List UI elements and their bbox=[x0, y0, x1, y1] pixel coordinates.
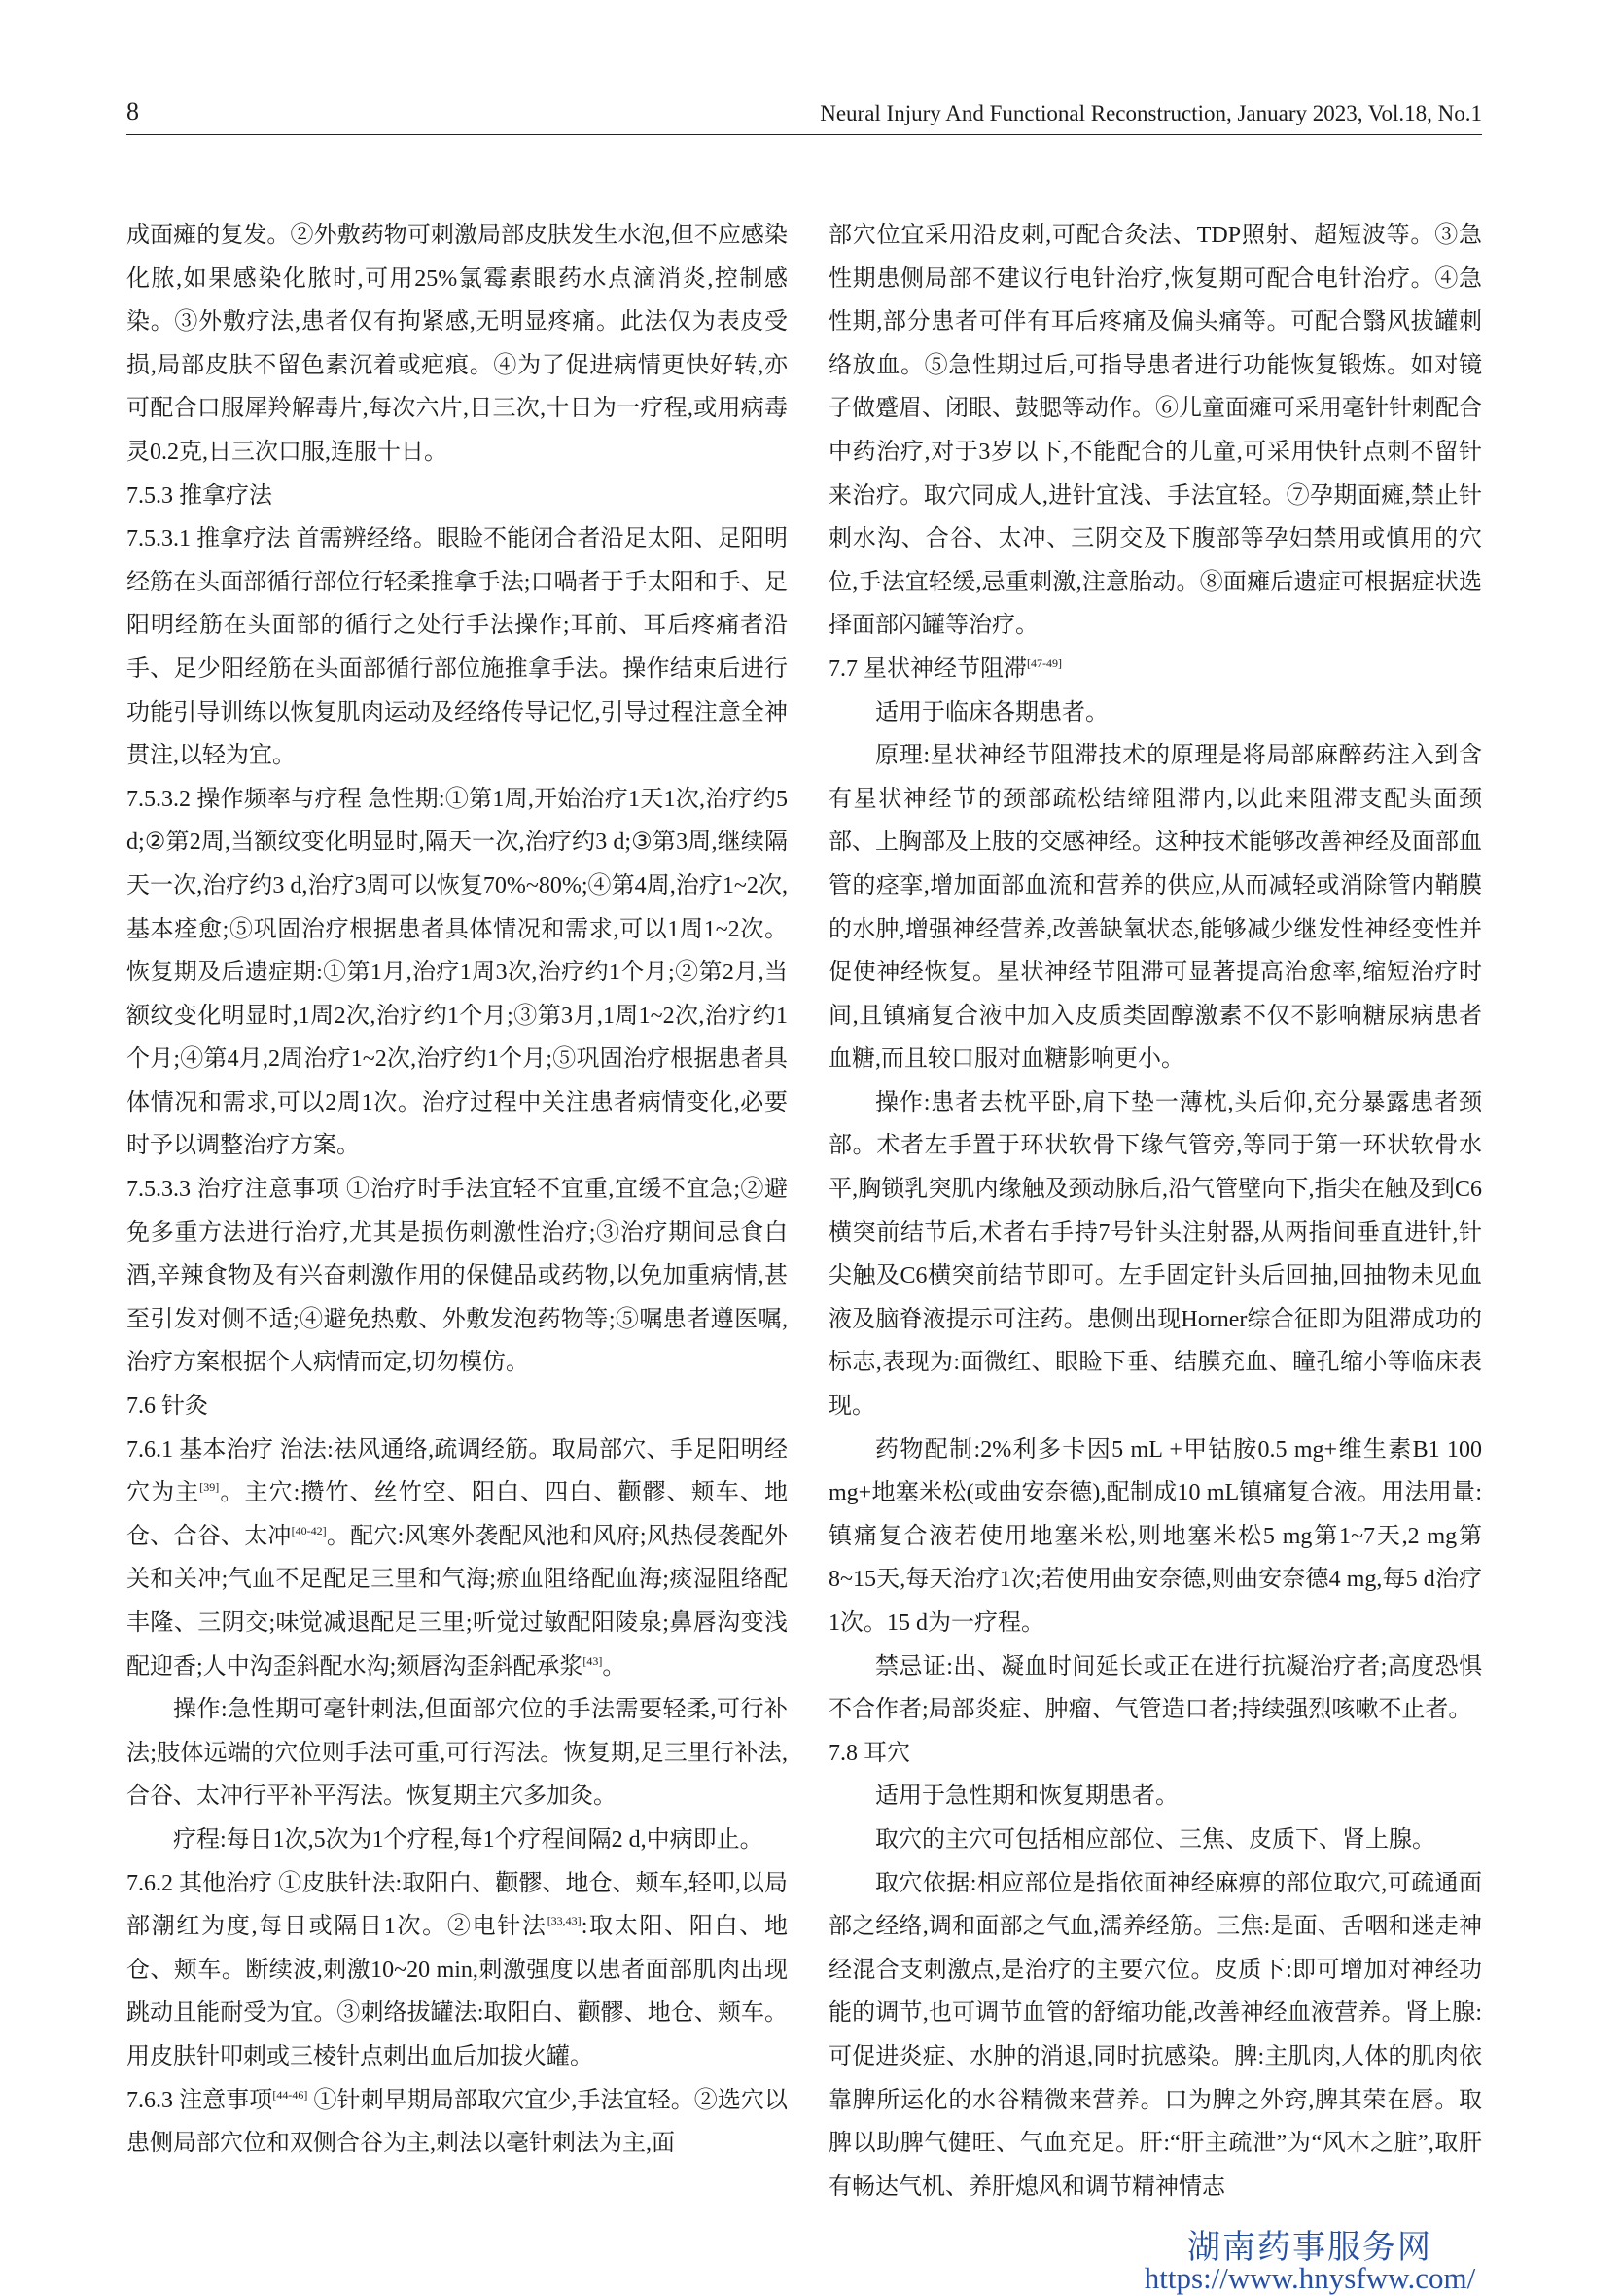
watermark-site-name: 湖南药事服务网 bbox=[1187, 2230, 1432, 2266]
text-run: 7.6.1 基本治疗 治法:祛风通络,疏调经筋。取局部穴、手足阳明经穴为主 bbox=[126, 1436, 788, 1506]
text-run: 禁忌证:出、凝血时间延长或正在进行抗凝治疗者;高度恐惧不合作者;局部炎症、肿瘤、气管造口者;持续强烈咳嗽不止者。 bbox=[829, 1653, 1482, 1723]
paragraph bbox=[829, 1862, 1482, 2209]
text-run: 适用于急性期和恢复期患者。 bbox=[875, 1784, 1179, 1810]
paragraph bbox=[829, 1429, 1482, 1645]
text-run: ①针刺早期局部取穴宜少,手法宜轻。②选穴以患侧局部穴位和双侧合谷为主,刺法以毫针刺法为主,面 bbox=[126, 2087, 789, 2157]
citation: [40-42] bbox=[291, 1523, 327, 1537]
text-run: 7.5.3 推拿疗法 bbox=[126, 482, 272, 509]
text-run: :取太阳、阳白、地仓、颊车。断续波,刺激10~20 min,刺激强度以患者面部肌肉出现跳动且能耐受为宜。③刺络拔罐法:取阳白、颧髎、地仓、颊车。用皮肤针叩刺或三棱针点刺出血后加拔火罐。 bbox=[126, 1914, 788, 2069]
paragraph bbox=[126, 1688, 788, 1819]
text-run: 7.6.3 注意事项 bbox=[126, 2087, 273, 2113]
text-run: 操作:患者去枕平卧,肩下垫一薄枕,头后仰,充分暴露患者颈部。术者左手置于环状软骨下缘气管旁,等同于第一环状软骨水平,胸锁乳突肌内缘触及颈动脉后,沿气管壁向下,指尖在触及到C6横突前结节后,术者右手持7号针头注射器,从两指间垂直进针,针尖触及C6横突前结节即可。左手固定针头后回抽,回抽物未见血液及脑脊液提示可注药。患侧出现Horner综合征即为阻滞成功的标志,表现为:面微红、眼睑下垂、结膜充血、瞳孔缩小等临床表现。 bbox=[829, 1089, 1482, 1420]
section-heading bbox=[126, 475, 788, 518]
paragraph bbox=[829, 1819, 1482, 1862]
text-run: 原理:星状神经节阻滞技术的原理是将局部麻醉药注入到含有星状神经节的颈部疏松结缔阻滞内,以此来阻滞支配头面颈部、上胸部及上肢的交感神经。这种技术能够改善神经及面部血管的痉挛,增加面部血流和营养的供应,从而减轻或消除管内鞘膜的水肿,增强神经营养,改善缺氧状态,能够减少继发性神经变性并促使神经恢复。星状神经节阻滞可显著提高治愈率,缩短治疗时间,且镇痛复合液中加入皮质类固醇激素不仅不影响糖尿病患者血糖,而且较口服对血糖影响更小。 bbox=[829, 743, 1482, 1073]
header-rule bbox=[126, 134, 1482, 135]
text-run: 取穴的主穴可包括相应部位、三焦、皮质下、肾上腺。 bbox=[875, 1826, 1435, 1853]
section-heading bbox=[829, 1732, 1482, 1776]
text-run: 7.5.3.2 操作频率与疗程 急性期:①第1周,开始治疗1天1次,治疗约5 d;②第2周,当额纹变化明显时,隔天一次,治疗约3 d;③第3周,继续隔天一次,治疗约3 d,治疗3周可以恢复70%~80%;④第4周,治疗1~2次,基本痊愈;⑤巩固治疗根据患者具体情况和需求,可以1周1~2次。恢复期及后遗症期:①第1月,治疗1周3次,治疗约1个月;②第2月,当额纹变化明显时,1周2次,治疗约1个月;③第3月,1周1~2次,治疗约1个月;④第4月,2周治疗1~2次,治疗约1个月;⑤巩固治疗根据患者具体情况和需求,可以2周1次。治疗过程中关注患者病情变化,必要时予以调整治疗方案。 bbox=[126, 786, 788, 1159]
paragraph bbox=[829, 214, 1482, 648]
journal-running-header: Neural Injury And Functional Reconstruction, January 2023, Vol.18, No.1 bbox=[820, 101, 1482, 125]
paragraph bbox=[829, 691, 1482, 735]
text-run: 适用于临床各期患者。 bbox=[875, 699, 1109, 725]
page-number: 8 bbox=[126, 97, 139, 125]
text-run: 。 bbox=[602, 1653, 626, 1679]
paragraph bbox=[126, 1862, 788, 2079]
paragraph bbox=[126, 517, 788, 778]
left-column bbox=[126, 214, 788, 2166]
paragraph bbox=[829, 1645, 1482, 1732]
paragraph bbox=[126, 1819, 788, 1862]
text-run: 操作:急性期可毫针刺法,但面部穴位的手法需要轻柔,可行补法;肢体远端的穴位则手法可重,可行泻法。恢复期,足三里行补法,合谷、太冲行平补平泻法。恢复期主穴多加灸。 bbox=[126, 1697, 788, 1810]
text-run: 。主穴:攒竹、丝竹空、阳白、四白、颧髎、颊车、地仓、合谷、太冲 bbox=[126, 1480, 789, 1549]
text-run: 7.8 耳穴 bbox=[829, 1740, 910, 1766]
paragraph bbox=[126, 2079, 788, 2166]
section-heading bbox=[126, 1385, 788, 1429]
text-run: 7.6 针灸 bbox=[126, 1394, 208, 1420]
section-heading bbox=[829, 648, 1482, 691]
text-run: 疗程:每日1次,5次为1个疗程,每1个疗程间隔2 d,中病即止。 bbox=[173, 1826, 763, 1853]
citation: [47-49] bbox=[1027, 655, 1062, 670]
paragraph bbox=[829, 1081, 1482, 1429]
watermark-url[interactable]: https://www.hnysfww.com/ bbox=[1144, 2261, 1476, 2295]
text-run: 成面瘫的复发。②外敷药物可刺激局部皮肤发生水泡,但不应感染化脓,如果感染化脓时,可用25%氯霉素眼药水点滴消炎,控制感染。③外敷疗法,患者仅有拘紧感,无明显疼痛。此法仅为表皮受损,局部皮肤不留色素沉着或疤痕。④为了促进病情更快好转,亦可配合口服犀羚解毒片,每次六片,日三次,十日为一疗程,或用病毒灵0.2克,日三次口服,连服十日。 bbox=[126, 223, 788, 465]
paragraph bbox=[126, 778, 788, 1168]
citation: [33,43] bbox=[547, 1914, 582, 1928]
citation: [39] bbox=[199, 1480, 220, 1495]
paragraph bbox=[126, 214, 788, 475]
text-run: 。配穴:风寒外袭配风池和风府;风热侵袭配外关和关冲;气血不足配足三里和气海;瘀血阻络配血海;痰湿阻络配丰隆、三阴交;味觉减退配足三里;听觉过敏配阳陵泉;鼻唇沟变浅配迎香;人中沟歪斜配水沟;颏唇沟歪斜配承浆 bbox=[126, 1523, 788, 1679]
paragraph bbox=[126, 1429, 788, 1689]
text-run: 取穴依据:相应部位是指依面神经麻痹的部位取穴,可疏通面部之经络,调和面部之气血,濡养经筋。三焦:是面、舌咽和迷走神经混合支刺激点,是治疗的主要穴位。皮质下:即可增加对神经功能的调节,也可调节血管的舒缩功能,改善神经血液营养。肾上腺:可促进炎症、水肿的消退,同时抗感染。脾:主肌肉,人体的肌肉依靠脾所运化的水谷精微来营养。口为脾之外窍,脾其荣在唇。取脾以助脾气健旺、气血充足。肝:“肝主疏泄”为“风木之脏”,取肝有畅达气机、养肝熄风和调节精神情志 bbox=[829, 1870, 1482, 2200]
paragraph bbox=[829, 1775, 1482, 1819]
text-run: 部穴位宜采用沿皮刺,可配合灸法、TDP照射、超短波等。③急性期患侧局部不建议行电针治疗,恢复期可配合电针治疗。④急性期,部分患者可伴有耳后疼痛及偏头痛等。可配合翳风拔罐刺络放血。⑤急性期过后,可指导患者进行功能恢复锻炼。如对镜子做蹙眉、闭眼、鼓腮等动作。⑥儿童面瘫可采用毫针针刺配合中药治疗,对于3岁以下,不能配合的儿童,可采用快针点刺不留针来治疗。取穴同成人,进针宜浅、手法宜轻。⑦孕期面瘫,禁止针刺水沟、合谷、太冲、三阴交及下腹部等孕妇禁用或慎用的穴位,手法宜轻缓,忌重刺激,注意胎动。⑧面瘫后遗症可根据症状选择面部闪罐等治疗。 bbox=[829, 223, 1482, 639]
text-run: 7.5.3.1 推拿疗法 首需辨经络。眼睑不能闭合者沿足太阳、足阳明经筋在头面部循行部位行轻柔推拿手法;口喎者于手太阳和手、足阳明经筋在头面部的循行之处行手法操作;耳前、耳后疼痛者沿手、足少阳经筋在头面部循行部位施推拿手法。操作结束后进行功能引导训练以恢复肌肉运动及经络传导记忆,引导过程注意全神贯注,以轻为宜。 bbox=[126, 526, 788, 769]
text-run: 7.7 星状神经节阻滞 bbox=[829, 655, 1027, 682]
text-run: 7.6.2 其他治疗 ①皮肤针法:取阳白、颧髎、地仓、颊车,轻叩,以局部潮红为度,每日或隔日1次。②电针法 bbox=[126, 1870, 788, 1940]
text-run: 药物配制:2%利多卡因5 mL +甲钴胺0.5 mg+维生素B1 100 mg+地塞米松(或曲安奈德),配制成10 mL镇痛复合液。用法用量:镇痛复合液若使用地塞米松,则地塞米松5 mg第1~7天,2 mg第8~15天,每天治疗1次;若使用曲安奈德,则曲安奈德4 mg,每5 d治疗1次。15 d为一疗程。 bbox=[829, 1436, 1482, 1636]
paragraph bbox=[829, 734, 1482, 1081]
paragraph bbox=[126, 1168, 788, 1385]
citation: [44-46] bbox=[272, 2087, 308, 2102]
right-column bbox=[829, 214, 1482, 2208]
text-run: 7.5.3.3 治疗注意事项 ①治疗时手法宜轻不宜重,宜缓不宜急;②避免多重方法进行治疗,尤其是损伤刺激性治疗;③治疗期间忌食白酒,辛辣食物及有兴奋刺激作用的保健品或药物,以免加重病情,甚至引发对侧不适;④避免热敷、外敷发泡药物等;⑤嘱患者遵医嘱,治疗方案根据个人病情而定,切勿模仿。 bbox=[126, 1177, 788, 1376]
citation: [43] bbox=[582, 1653, 603, 1668]
